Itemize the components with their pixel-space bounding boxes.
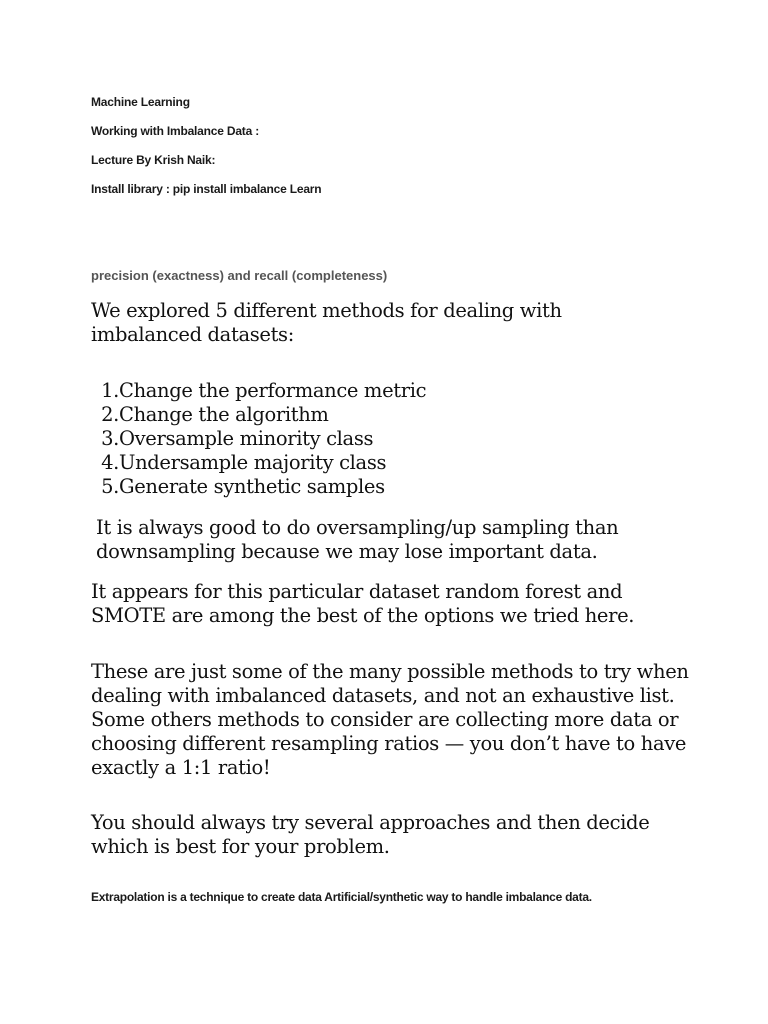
extrapolation-note: Extrapolation is a technique to create data Artificial/synthetic way to handle imbalance data.: [91, 890, 592, 904]
header-lecturer: Lecture By Krish Naik:: [91, 153, 216, 167]
list-item-number: 2.: [101, 403, 119, 426]
list-item: [95, 451, 426, 475]
oversampling-paragraph: It is always good to do oversampling/up sampling than downsampling because we may lose important data.: [96, 516, 619, 563]
subtitle-precision-recall: precision (exactness) and recall (completeness): [91, 268, 388, 283]
list-item-number: 5.: [101, 475, 119, 498]
list-item: [95, 403, 426, 427]
random-forest-paragraph: It appears for this particular dataset random forest and SMOTE are among the best of the options we tried here.: [91, 580, 635, 627]
methods-list: [95, 379, 426, 499]
header-topic: Working with Imbalance Data :: [91, 124, 260, 138]
list-item-text: Change the performance metric: [119, 379, 427, 402]
intro-paragraph: We explored 5 different methods for dealing with imbalanced datasets:: [91, 299, 562, 346]
list-item: [95, 475, 426, 499]
list-item-text: Change the algorithm: [119, 403, 329, 426]
list-item-text: Undersample majority class: [119, 451, 387, 474]
try-approaches-paragraph: You should always try several approaches and then decide which is best for your problem.: [91, 811, 650, 858]
list-item-number: 3.: [101, 427, 119, 450]
list-item-text: Oversample minority class: [119, 427, 374, 450]
list-item-number: 4.: [101, 451, 119, 474]
list-item-text: Generate synthetic samples: [119, 475, 385, 498]
header-course-title: Machine Learning: [91, 95, 190, 109]
list-item-number: 1.: [101, 379, 119, 402]
header-install-instruction: Install library : pip install imbalance Learn: [91, 182, 322, 196]
list-item: [95, 379, 426, 403]
list-item: [95, 427, 426, 451]
methods-note-paragraph: These are just some of the many possible methods to try when dealing with imbalanced datasets, and not an exhaustive list. Some others methods to consider are collecting more data or choosing different resampling ratios — you don’t have to have exactly a 1:1 ratio!: [91, 660, 689, 779]
